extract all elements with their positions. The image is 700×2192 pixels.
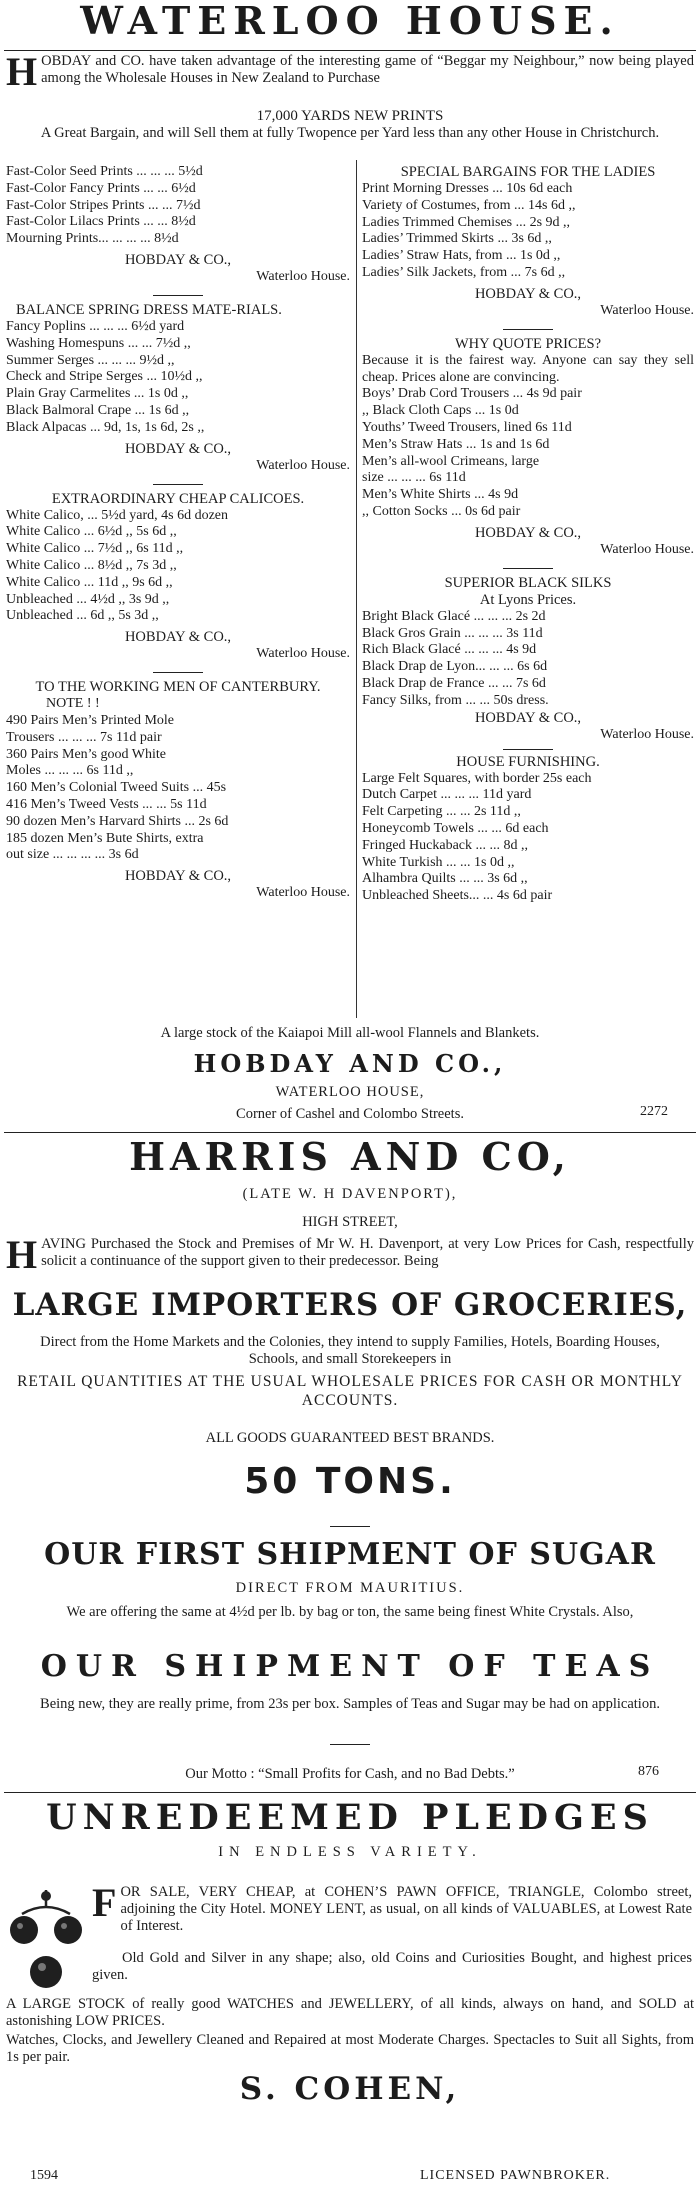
list-item: Fringed Huckaback ... ... 8d ,, — [362, 837, 529, 853]
prints-list — [6, 164, 350, 248]
list-item: White Calico ... 11d ,, 9s 6d ,, — [6, 574, 173, 590]
silks-heading: SUPERIOR BLACK SILKS — [444, 574, 612, 591]
list-item: Ladies Trimmed Chemises ... 2s 9d ,, — [362, 214, 571, 230]
list-item: ,, Cotton Socks ... 0s 6d pair — [362, 503, 521, 519]
list-item: Print Morning Dresses ... 10s 6d each — [362, 181, 573, 196]
list-item: Felt Carpeting ... ... 2s 11d ,, — [362, 804, 521, 820]
list-item: Boys’ Drab Cord Trousers ... 4s 9d pair — [362, 386, 582, 402]
calicoes-list — [6, 508, 350, 626]
importers-heading: LARGE IMPORTERS OF GROCERIES, — [12, 1287, 688, 1323]
dropcap: H — [6, 1232, 38, 1277]
retail-text: RETAIL QUANTITIES AT THE USUAL WHOLESALE PRICES FOR CASH OR MONTHLY ACCOUNTS. — [17, 1373, 683, 1409]
list-item: 90 dozen Men’s Harvard Shirts ... 2s 6d — [6, 813, 229, 829]
column-divider — [356, 160, 357, 1018]
list-item: Men’s White Shirts ... 4s 9d — [362, 487, 519, 503]
list-item: Fancy Poplins ... ... ... 6½d yard — [6, 318, 185, 334]
list-item: White Calico ... 8½d ,, 7s 3d ,, — [6, 557, 177, 573]
list-item: 416 Men’s Tweed Vests ... ... 5s 11d — [6, 796, 207, 812]
list-item: Men’s all-wool Crimeans, large — [362, 453, 540, 469]
why-text: Because it is the fairest way. Anyone can say they sell cheap. Prices alone are convincing. — [362, 352, 694, 385]
balance-list — [6, 319, 350, 437]
intro-text: OBDAY and CO. have taken advantage of the interesting game of “Beggar my Neighbour,” now being played among the Wholesale Houses in New Zealand to Purchase — [41, 53, 694, 86]
ad-number: 876 — [638, 1764, 659, 1779]
list-item: Alhambra Quilts ... ... 3s 6d ,, — [362, 871, 528, 887]
list-item: ,, Black Cloth Caps ... 1s 0d — [362, 403, 519, 419]
divider — [503, 329, 553, 330]
furnishing-heading: HOUSE FURNISHING. — [456, 753, 600, 770]
licensed-text: LICENSED PAWNBROKER. — [420, 2168, 611, 2183]
waterloo-title: WATERLOO HOUSE. — [80, 0, 620, 43]
list-item: Dutch Carpet ... ... ... 11d yard — [362, 787, 532, 803]
why-list — [362, 386, 694, 520]
ad-number: 2272 — [640, 1104, 668, 1119]
list-item: Variety of Costumes, from ... 14s 6d ,, — [362, 197, 576, 213]
dropcap: H — [6, 49, 38, 94]
stock-text: A LARGE STOCK of really good WATCHES and JEWELLERY, of all kinds, always on hand, and SOLD at astonishing LOW PRICES. — [6, 1996, 694, 2029]
waterloo-footer-name: HOBDAY AND CO., — [193, 1049, 507, 1078]
list-item: Check and Stripe Serges ... 10½d ,, — [6, 369, 203, 385]
list-item: Ladies’ Silk Jackets, from ... 7s 6d ,, — [362, 264, 566, 280]
divider — [153, 672, 203, 673]
signature-house: Waterloo House. — [600, 726, 694, 742]
signature-house: Waterloo House. — [256, 885, 350, 901]
list-item: 490 Pairs Men’s Printed Mole — [6, 712, 174, 728]
waterloo-left-column — [6, 164, 350, 901]
signature-name: HOBDAY & CO., — [124, 629, 232, 646]
signature-house: Waterloo House. — [256, 457, 350, 473]
list-item: Black Alpacas ... 9d, 1s, 1s 6d, 2s ,, — [6, 419, 205, 435]
signature-name: HOBDAY & CO., — [474, 524, 582, 541]
calicoes-heading: EXTRAORDINARY CHEAP CALICOES. — [51, 490, 305, 507]
list-item: Plain Gray Carmelites ... 1s 0d ,, — [6, 386, 189, 402]
list-item: Rich Black Glacé ... ... ... 4s 9d — [362, 642, 537, 658]
dropcap: F — [92, 1880, 117, 1925]
gold-text: Old Gold and Silver in any shape; also, old Coins and Curiosities Bought, and highest prices given. — [92, 1950, 692, 1983]
signature-house: Waterloo House. — [256, 646, 350, 662]
silks-list — [362, 609, 694, 710]
list-item: Fast-Color Fancy Prints ... ... 6½d — [6, 180, 196, 196]
tons-heading: 50 TONS. — [244, 1461, 456, 1502]
signature-house: Waterloo House. — [256, 268, 350, 284]
list-item: Black Balmoral Crape ... 1s 6d ,, — [6, 402, 190, 418]
mauritius-text: DIRECT FROM MAURITIUS. — [235, 1580, 465, 1596]
motto-text: Our Motto : “Small Profits for Cash, and no Bad Debts.” — [185, 1766, 515, 1782]
list-item: White Calico ... 6½d ,, 5s 6d ,, — [6, 524, 177, 540]
working-heading: TO THE WORKING MEN OF CANTERBURY. — [35, 679, 321, 696]
list-item: out size ... ... ... ... 3s 6d — [6, 847, 139, 863]
signature-house: Waterloo House. — [600, 541, 694, 557]
list-item: Fast-Color Stripes Prints ... ... 7½d — [6, 197, 201, 213]
list-item: Fast-Color Seed Prints ... ... ... 5½d — [6, 164, 203, 179]
note: NOTE ! ! — [46, 696, 100, 712]
list-item: Youths’ Tweed Trousers, lined 6s 11d — [362, 419, 572, 435]
why-heading: WHY QUOTE PRICES? — [454, 335, 602, 352]
cohen-name: S. COHEN, — [239, 2071, 461, 2107]
list-item: White Calico ... 7½d ,, 6s 11d ,, — [6, 541, 184, 557]
divider — [153, 484, 203, 485]
waterloo-intro — [6, 49, 694, 94]
list-item: Ladies’ Trimmed Skirts ... 3s 6d ,, — [362, 231, 552, 247]
list-item: Black Drap de Lyon... ... ... 6s 6d — [362, 659, 548, 675]
teas-text: Being new, they are really prime, from 23s per box. Samples of Teas and Sugar may be had on application. — [40, 1696, 660, 1712]
prints-heading: 17,000 YARDS NEW PRINTS — [256, 108, 444, 124]
balance-heading: BALANCE SPRING DRESS MATE-RIALS. — [16, 301, 282, 318]
waterloo-right-column — [362, 164, 694, 905]
section-separator — [4, 1792, 696, 1793]
cohen-intro-text: OR SALE, VERY CHEAP, at COHEN’S PAWN OFFICE, TRIANGLE, Colombo street, adjoining the City Hotel. MONEY LENT, as usual, on all kinds of VALUABLES, at Lowest Rate of Interest. — [120, 1884, 692, 1934]
divider — [503, 749, 553, 750]
list-item: Large Felt Squares, with border 25s each — [362, 770, 592, 786]
list-item: Trousers ... ... ... 7s 11d pair — [6, 729, 162, 745]
signature-house: Waterloo House. — [600, 302, 694, 318]
list-item: 360 Pairs Men’s good White — [6, 746, 166, 762]
list-item: Honeycomb Towels ... ... 6d each — [362, 820, 549, 836]
harris-intro — [6, 1232, 694, 1277]
list-item: Bright Black Glacé ... ... ... 2s 2d — [362, 608, 546, 624]
list-item: size ... ... ... 6s 11d — [362, 470, 466, 486]
signature-name: HOBDAY & CO., — [124, 440, 232, 457]
section-separator — [4, 1132, 696, 1133]
variety-text: IN ENDLESS VARIETY. — [218, 1844, 482, 1860]
list-item: 185 dozen Men’s Bute Shirts, extra — [6, 830, 204, 846]
list-item: Moles ... ... ... 6s 11d ,, — [6, 763, 134, 779]
list-item: Washing Homespuns ... ... 7½d ,, — [6, 335, 191, 351]
pawnbroker-balls-icon — [6, 1886, 86, 2004]
special-list — [362, 181, 694, 282]
list-item: Fancy Silks, from ... ... 50s dress. — [362, 692, 549, 708]
list-item: 160 Men’s Colonial Tweed Suits ... 45s — [6, 780, 227, 796]
list-item: White Turkish ... ... 1s 0d ,, — [362, 854, 515, 870]
ad-number: 1594 — [30, 2168, 58, 2183]
sugar-heading: OUR FIRST SHIPMENT OF SUGAR — [44, 1537, 656, 1572]
prints-sub: A Great Bargain, and will Sell them at fully Twopence per Yard less than any other House in Christchurch. — [40, 125, 660, 141]
silks-sub: At Lyons Prices. — [479, 591, 577, 608]
cohen-intro — [92, 1880, 692, 1935]
furnishing-list — [362, 771, 694, 905]
divider — [153, 295, 203, 296]
list-item: Men’s Straw Hats ... 1s and 1s 6d — [362, 436, 550, 452]
list-item: Mourning Prints... ... ... ... 8½d — [6, 231, 179, 247]
waterloo-footer-address: Corner of Cashel and Colombo Streets. — [236, 1106, 464, 1122]
waterloo-footer-house: WATERLOO HOUSE, — [275, 1084, 425, 1100]
signature-name: HOBDAY & CO., — [124, 868, 232, 885]
signature-name: HOBDAY & CO., — [474, 285, 582, 302]
harris-intro-text: AVING Purchased the Stock and Premises of Mr W. H. Davenport, at very Low Prices for Cash, respectfully solicit a continuance of the support given to their predecessor. Being — [41, 1236, 694, 1269]
signature-name: HOBDAY & CO., — [124, 251, 232, 268]
cohen-title: UNREDEEMED PLEDGES — [46, 1797, 654, 1838]
harris-title: HARRIS AND CO, — [129, 1134, 571, 1179]
signature-name: HOBDAY & CO., — [474, 709, 582, 726]
teas-heading: OUR SHIPMENT OF TEAS — [40, 1649, 660, 1684]
offering-text: We are offering the same at 4½d per lb. by bag or ton, the same being finest White Crystals. Also, — [66, 1604, 634, 1620]
list-item: Ladies’ Straw Hats, from ... 1s 0d ,, — [362, 248, 561, 264]
divider — [503, 568, 553, 569]
divider — [330, 1744, 370, 1745]
direct-text: Direct from the Home Markets and the Colonies, they intend to supply Families, Hotels, Boarding Houses, Schools, and small Storekeepers in — [40, 1334, 660, 1367]
repairs-text: Watches, Clocks, and Jewellery Cleaned and Repaired at most Moderate Charges. Spectacles to Suit all Sights, from 1s per pair. — [6, 2032, 694, 2065]
list-item: White Calico, ... 5½d yard, 4s 6d dozen — [6, 507, 229, 523]
list-item: Black Drap de France ... ... 7s 6d — [362, 675, 546, 691]
flannels-line: A large stock of the Kaiapoi Mill all-wool Flannels and Blankets. — [160, 1025, 540, 1041]
divider — [4, 50, 696, 51]
list-item: Black Gros Grain ... ... ... 3s 11d — [362, 625, 543, 641]
harris-street: HIGH STREET, — [302, 1214, 398, 1230]
list-item: Unbleached ... 4½d ,, 3s 9d ,, — [6, 591, 170, 607]
guaranteed-text: ALL GOODS GUARANTEED BEST BRANDS. — [205, 1430, 495, 1446]
harris-late: (LATE W. H DAVENPORT), — [242, 1186, 458, 1202]
list-item: Summer Serges ... ... ... 9½d ,, — [6, 352, 175, 368]
list-item: Unbleached Sheets... ... 4s 6d pair — [362, 888, 553, 904]
divider — [330, 1526, 370, 1527]
list-item: Fast-Color Lilacs Prints ... ... 8½d — [6, 214, 196, 230]
special-heading: SPECIAL BARGAINS FOR THE LADIES — [400, 164, 656, 180]
working-list — [6, 713, 350, 864]
list-item: Unbleached ... 6d ,, 5s 3d ,, — [6, 608, 159, 624]
